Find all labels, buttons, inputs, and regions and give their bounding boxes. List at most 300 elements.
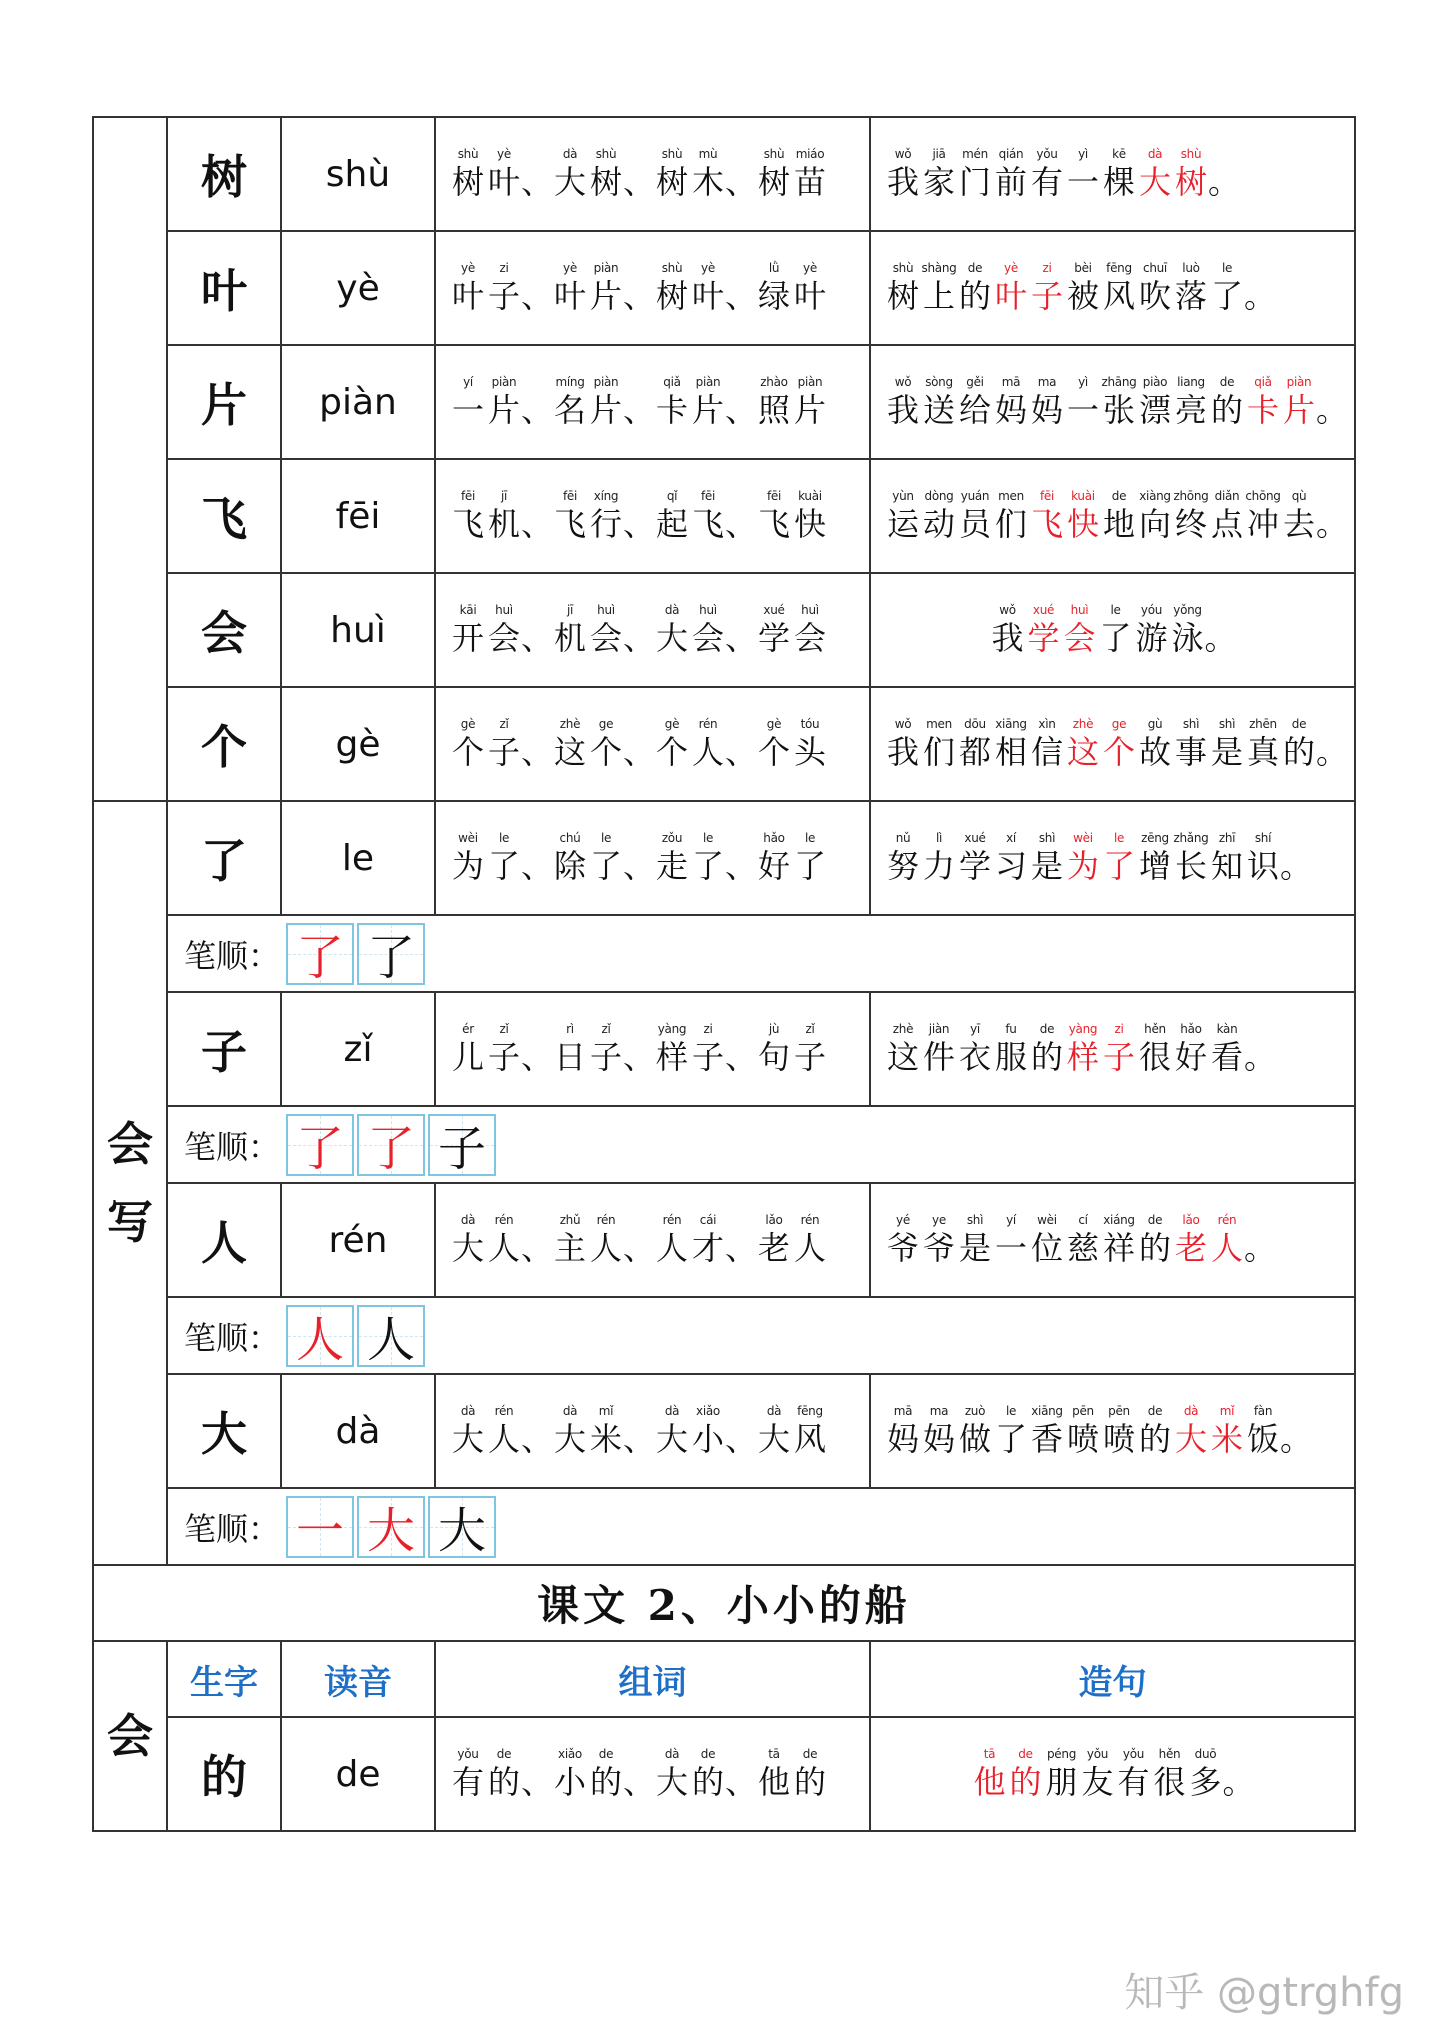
ruby-char (1008, 1747, 1044, 1801)
ruby-char (1026, 603, 1062, 657)
ruby-char (1029, 489, 1065, 543)
stroke-step-box: 大 (357, 1496, 425, 1558)
ruby-char (552, 147, 588, 201)
hanzi: 小 (553, 1763, 586, 1801)
ruby-char (792, 831, 828, 885)
punctuation: 、 (521, 277, 554, 315)
word-list (436, 489, 869, 543)
punctuation: 、 (725, 1229, 758, 1267)
hanzi: 妈 (922, 1420, 955, 1458)
pinyin-annotation: fēng (797, 1404, 823, 1418)
pinyin-annotation: de (1039, 1022, 1055, 1036)
pinyin-annotation: wǒ (894, 147, 912, 161)
hanzi: 吹 (1138, 277, 1171, 315)
hanzi: 的 (1030, 1038, 1063, 1076)
ruby-char (1065, 375, 1101, 429)
ruby-char (1029, 1404, 1065, 1458)
hanzi: 努 (886, 847, 919, 885)
hanzi: 故 (1138, 733, 1171, 771)
ruby-char (993, 1404, 1029, 1458)
ruby-char (792, 261, 828, 315)
pinyin-annotation: xí (1006, 831, 1016, 845)
hanzi: 风 (793, 1420, 826, 1458)
hanzi: 香 (1030, 1420, 1063, 1458)
pinyin-annotation: zhī (1218, 831, 1236, 845)
pinyin-annotation: rén (494, 1213, 514, 1227)
hanzi: 爷 (886, 1229, 919, 1267)
hanzi: 亮 (1174, 391, 1207, 429)
ruby-char (993, 147, 1029, 201)
ruby-char (1245, 717, 1281, 771)
pinyin-annotation: jī (566, 603, 574, 617)
hanzi: 我 (886, 163, 919, 201)
pinyin-annotation: gè (664, 717, 680, 731)
pinyin-annotation: yí (463, 375, 473, 389)
hanzi: 会 (589, 619, 622, 657)
hanzi: 树 (451, 163, 484, 201)
table-row (93, 345, 1355, 459)
ruby-char (450, 147, 486, 201)
hanzi: 长 (1174, 847, 1207, 885)
ruby-char (588, 1404, 624, 1458)
punctuation: 、 (725, 733, 758, 771)
pinyin-annotation: chōng (1245, 489, 1281, 503)
hanzi: 机 (553, 619, 586, 657)
ruby-char (885, 1404, 921, 1458)
punctuation: 、 (725, 505, 758, 543)
pinyin-annotation: dà (664, 603, 680, 617)
pinyin-annotation: hěn (1144, 1022, 1166, 1036)
hanzi: 们 (922, 733, 955, 771)
pinyin-annotation: de (1111, 489, 1127, 503)
stroke-step-box: 大 (428, 1496, 496, 1558)
hanzi: 家 (922, 163, 955, 201)
pinyin-annotation: xiāng (1031, 1404, 1063, 1418)
pinyin-annotation: ma (929, 1404, 949, 1418)
pinyin-annotation: ge (598, 717, 614, 731)
hanzi: 个 (1102, 733, 1135, 771)
hanzi: 他 (973, 1763, 1006, 1801)
punctuation: 、 (623, 619, 656, 657)
table-row (93, 1374, 1355, 1488)
pinyin-annotation: xiāng (995, 717, 1027, 731)
pinyin-annotation: men (998, 489, 1024, 503)
ruby-char (1173, 147, 1209, 201)
pinyin-annotation: lǜ (768, 261, 780, 275)
hanzi: 增 (1138, 847, 1171, 885)
ruby-char (1173, 489, 1209, 543)
table-row (93, 687, 1355, 801)
ruby-char (1209, 1022, 1245, 1076)
punctuation: 、 (521, 619, 554, 657)
ruby-char (1134, 603, 1170, 657)
pinyin-annotation: lǎo (765, 1213, 783, 1227)
hanzi: 真 (1246, 733, 1279, 771)
ruby-char (1245, 1404, 1281, 1458)
hanzi: 了 (1210, 277, 1243, 315)
pinyin-annotation: zēng (1141, 831, 1169, 845)
character-pinyin: rén (328, 1219, 388, 1261)
ruby-char (1209, 375, 1245, 429)
ruby-char (1101, 831, 1137, 885)
punctuation: 、 (623, 505, 656, 543)
hanzi: 大 (1138, 163, 1171, 201)
hanzi: 棵 (1102, 163, 1135, 201)
ruby-char (654, 717, 690, 771)
ruby-char (756, 1213, 792, 1267)
hanzi: 知 (1210, 847, 1243, 885)
pinyin-annotation: zǐ (499, 717, 509, 731)
pinyin-annotation: shí (1254, 831, 1272, 845)
pinyin-annotation: tā (768, 1747, 780, 1761)
word-list (436, 603, 869, 657)
pinyin-annotation: cái (699, 1213, 717, 1227)
hanzi: 老 (757, 1229, 790, 1267)
pinyin-annotation: shù (661, 147, 683, 161)
pinyin-annotation: yè (701, 261, 715, 275)
new-character: 的 (201, 1750, 247, 1804)
hanzi: 的 (1210, 391, 1243, 429)
ruby-char (792, 1404, 828, 1458)
ruby-char (921, 261, 957, 315)
ruby-char (921, 147, 957, 201)
pinyin-annotation: wǒ (894, 717, 912, 731)
punctuation: 、 (725, 277, 758, 315)
punctuation: 、 (521, 163, 554, 201)
hanzi: 人 (793, 1229, 826, 1267)
pinyin-annotation: yǒu (1036, 147, 1058, 161)
hanzi: 风 (1102, 277, 1135, 315)
punctuation: 。 (1244, 1038, 1277, 1076)
pinyin-annotation: tóu (800, 717, 820, 731)
hanzi: 给 (958, 391, 991, 429)
ruby-char (450, 1213, 486, 1267)
pinyin-annotation: ér (462, 1022, 474, 1036)
ruby-char (690, 831, 726, 885)
new-character: 大 (201, 1407, 247, 1461)
hanzi: 个 (451, 733, 484, 771)
pinyin-annotation: zhēn (1249, 717, 1277, 731)
hanzi: 儿 (451, 1038, 484, 1076)
hanzi: 们 (994, 505, 1027, 543)
pinyin-annotation: wèi (458, 831, 478, 845)
pinyin-annotation: rén (800, 1213, 820, 1227)
hanzi: 叶 (793, 277, 826, 315)
ruby-char (792, 147, 828, 201)
punctuation: 、 (521, 733, 554, 771)
stroke-order-row (93, 1297, 1355, 1374)
example-sentence (871, 831, 1354, 885)
hanzi: 飞 (691, 505, 724, 543)
hanzi: 力 (922, 847, 955, 885)
hanzi: 小 (691, 1420, 724, 1458)
ruby-char (921, 1404, 957, 1458)
ruby-char (957, 831, 993, 885)
hanzi: 妈 (1030, 391, 1063, 429)
hanzi: 位 (1030, 1229, 1063, 1267)
ruby-char (792, 603, 828, 657)
hanzi: 很 (1138, 1038, 1171, 1076)
pinyin-annotation: fēi (562, 489, 578, 503)
ruby-char (993, 489, 1029, 543)
pinyin-annotation: liang (1177, 375, 1205, 389)
ruby-char (792, 489, 828, 543)
ruby-char (654, 1213, 690, 1267)
ruby-char (486, 375, 522, 429)
hanzi: 叶 (691, 277, 724, 315)
ruby-char (486, 1022, 522, 1076)
hanzi: 送 (922, 391, 955, 429)
ruby-char (756, 489, 792, 543)
hanzi: 片 (589, 391, 622, 429)
ruby-char (1029, 831, 1065, 885)
hanzi: 人 (487, 1229, 520, 1267)
pinyin-annotation: de (967, 261, 983, 275)
pinyin-annotation: yé (896, 1213, 910, 1227)
ruby-char (1137, 489, 1173, 543)
pinyin-annotation: mù (698, 147, 718, 161)
ruby-char (1245, 375, 1281, 429)
hanzi: 叶 (553, 277, 586, 315)
pinyin-annotation: zǐ (499, 1022, 509, 1036)
pinyin-annotation: pēn (1072, 1404, 1094, 1418)
character-pinyin: zǐ (343, 1028, 373, 1070)
ruby-char (588, 261, 624, 315)
punctuation: 、 (725, 619, 758, 657)
pinyin-annotation: míng (555, 375, 585, 389)
ruby-char (486, 1404, 522, 1458)
ruby-char (588, 489, 624, 543)
ruby-char (552, 1747, 588, 1801)
hanzi: 叶 (487, 163, 520, 201)
stroke-order-label: 笔顺： (184, 1127, 281, 1166)
ruby-char (690, 261, 726, 315)
pinyin-annotation: kē (1112, 147, 1126, 161)
ruby-char (588, 1213, 624, 1267)
new-character: 了 (201, 834, 247, 888)
pinyin-annotation: piào (1142, 375, 1168, 389)
punctuation: 、 (725, 1038, 758, 1076)
pinyin-annotation: rén (494, 1404, 514, 1418)
pinyin-annotation: de (700, 1747, 716, 1761)
pinyin-annotation: fēng (1106, 261, 1132, 275)
hanzi: 大 (451, 1229, 484, 1267)
section-label: 会写 (107, 1117, 153, 1249)
punctuation: 、 (623, 163, 656, 201)
pinyin-annotation: mǐ (1219, 1404, 1235, 1418)
ruby-char (921, 831, 957, 885)
ruby-char (756, 261, 792, 315)
ruby-char (1209, 831, 1245, 885)
hanzi: 做 (958, 1420, 991, 1458)
pinyin-annotation: mā (1001, 375, 1021, 389)
hanzi: 会 (691, 619, 724, 657)
ruby-char (993, 831, 1029, 885)
hanzi: 动 (922, 505, 955, 543)
hanzi: 多 (1189, 1763, 1222, 1801)
hanzi: 向 (1138, 505, 1171, 543)
character-pinyin: fēi (335, 495, 381, 537)
hanzi: 大 (757, 1420, 790, 1458)
stroke-step-box: 子 (428, 1114, 496, 1176)
pinyin-annotation: wǒ (894, 375, 912, 389)
ruby-char (1173, 831, 1209, 885)
pinyin-annotation: wèi (1073, 831, 1093, 845)
ruby-char (1101, 1213, 1137, 1267)
pinyin-annotation: dà (562, 147, 578, 161)
hanzi: 片 (691, 391, 724, 429)
pinyin-annotation: fēi (460, 489, 476, 503)
pinyin-annotation: de (1018, 1747, 1033, 1761)
hanzi: 叶 (451, 277, 484, 315)
ruby-char (588, 831, 624, 885)
hanzi: 大 (553, 163, 586, 201)
pinyin-annotation: zi (499, 261, 509, 275)
hanzi: 信 (1030, 733, 1063, 771)
hanzi: 的 (589, 1763, 622, 1801)
character-pinyin: yè (336, 267, 380, 309)
hanzi: 树 (589, 163, 622, 201)
ruby-char (654, 489, 690, 543)
hanzi: 个 (757, 733, 790, 771)
word-list (436, 147, 869, 201)
ruby-char (1062, 603, 1098, 657)
ruby-char (486, 261, 522, 315)
pinyin-annotation: yè (461, 261, 475, 275)
ruby-char (885, 717, 921, 771)
hanzi: 了 (589, 847, 622, 885)
pinyin-annotation: zhǎng (1173, 831, 1209, 845)
ruby-char (450, 831, 486, 885)
pinyin-annotation: qián (998, 147, 1024, 161)
hanzi: 门 (958, 163, 991, 201)
ruby-char (756, 603, 792, 657)
ruby-char (1209, 717, 1245, 771)
pinyin-annotation: kàn (1216, 1022, 1238, 1036)
pinyin-annotation: dòng (924, 489, 954, 503)
ruby-char (1101, 147, 1137, 201)
pinyin-annotation: xiǎo (696, 1404, 720, 1418)
ruby-char (1245, 831, 1281, 885)
ruby-char (756, 717, 792, 771)
punctuation: 、 (725, 163, 758, 201)
ruby-char (1173, 1213, 1209, 1267)
ruby-char (756, 1022, 792, 1076)
ruby-char (486, 147, 522, 201)
ruby-char (993, 375, 1029, 429)
pinyin-annotation: diǎn (1214, 489, 1240, 503)
ruby-char (690, 1747, 726, 1801)
ruby-char (588, 1022, 624, 1076)
ruby-char (552, 603, 588, 657)
hanzi: 运 (886, 505, 919, 543)
ruby-char (1281, 717, 1317, 771)
ruby-char (957, 1022, 993, 1076)
hanzi: 米 (1210, 1420, 1243, 1458)
pinyin-annotation: xiáng (1103, 1213, 1135, 1227)
hanzi: 去 (1282, 505, 1315, 543)
hanzi: 好 (757, 847, 790, 885)
pinyin-annotation: qǐ (666, 489, 678, 503)
punctuation: 、 (623, 1420, 656, 1458)
ruby-char (654, 375, 690, 429)
punctuation: 。 (1316, 505, 1349, 543)
hanzi: 子 (793, 1038, 826, 1076)
hanzi: 头 (793, 733, 826, 771)
pinyin-annotation: yǒu (457, 1747, 479, 1761)
hanzi: 很 (1153, 1763, 1186, 1801)
hanzi: 行 (589, 505, 622, 543)
hanzi: 人 (655, 1229, 688, 1267)
ruby-char (552, 375, 588, 429)
hanzi: 人 (1210, 1229, 1243, 1267)
hanzi: 子 (487, 733, 520, 771)
pinyin-annotation: dà (1183, 1404, 1199, 1418)
example-sentence (871, 1404, 1354, 1458)
ruby-char (972, 1747, 1008, 1801)
hanzi: 的 (487, 1763, 520, 1801)
pinyin-annotation: le (804, 831, 816, 845)
ruby-char (1173, 1022, 1209, 1076)
stroke-order-label: 笔顺： (184, 1318, 281, 1357)
example-sentence (871, 717, 1354, 771)
pinyin-annotation: piàn (1286, 375, 1312, 389)
hanzi: 片 (1282, 391, 1315, 429)
ruby-char (756, 375, 792, 429)
pinyin-annotation: dà (664, 1747, 680, 1761)
hanzi: 是 (1210, 733, 1243, 771)
punctuation: 、 (623, 1038, 656, 1076)
pinyin-annotation: jī (500, 489, 508, 503)
hanzi: 衣 (958, 1038, 991, 1076)
hanzi: 卡 (1246, 391, 1279, 429)
hanzi: 落 (1174, 277, 1207, 315)
pinyin-annotation: zi (1042, 261, 1052, 275)
pinyin-annotation: duō (1194, 1747, 1217, 1761)
hanzi: 看 (1210, 1038, 1243, 1076)
hanzi: 爷 (922, 1229, 955, 1267)
ruby-char (1137, 1404, 1173, 1458)
hanzi: 飞 (1030, 505, 1063, 543)
ruby-char (1065, 1404, 1101, 1458)
hanzi: 子 (691, 1038, 724, 1076)
ruby-char (792, 1213, 828, 1267)
ruby-char (1281, 375, 1317, 429)
ruby-char (450, 717, 486, 771)
ruby-char (885, 375, 921, 429)
ruby-char (1098, 603, 1134, 657)
ruby-char (1065, 261, 1101, 315)
pinyin-annotation: zǐ (601, 1022, 611, 1036)
table-row (93, 459, 1355, 573)
hanzi: 游 (1135, 619, 1168, 657)
character-pinyin: shù (325, 153, 391, 195)
hanzi: 祥 (1102, 1229, 1135, 1267)
punctuation: 、 (623, 733, 656, 771)
pinyin-annotation: kuài (1071, 489, 1095, 503)
pinyin-annotation: de (1147, 1404, 1163, 1418)
pinyin-annotation: xué (763, 603, 785, 617)
character-pinyin: gè (335, 723, 381, 765)
hanzi: 卡 (655, 391, 688, 429)
pinyin-annotation: zǒu (661, 831, 683, 845)
character-pinyin: huì (330, 609, 386, 651)
punctuation: 、 (725, 391, 758, 429)
pinyin-annotation: qiǎ (663, 375, 681, 389)
ruby-char (957, 261, 993, 315)
pinyin-annotation: de (1147, 1213, 1163, 1227)
pinyin-annotation: yuán (960, 489, 990, 503)
